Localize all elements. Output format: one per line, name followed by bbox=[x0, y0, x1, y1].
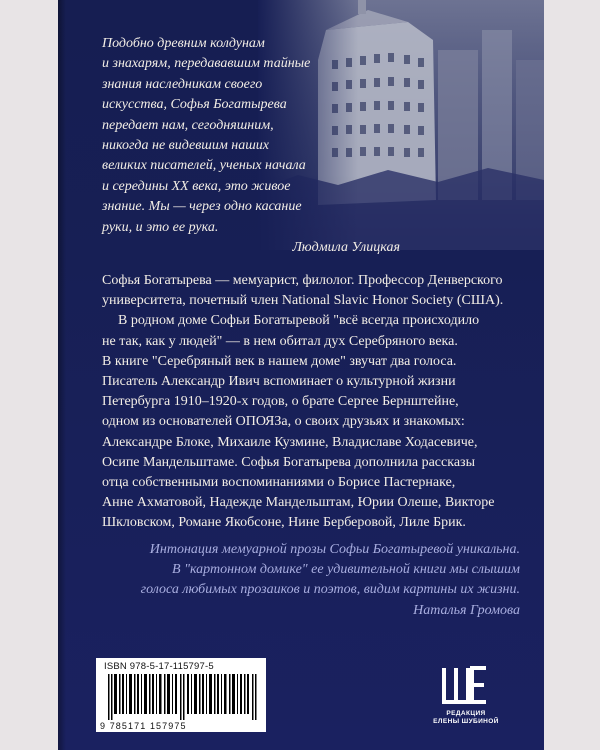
quote-line: знания наследникам своего bbox=[102, 76, 263, 92]
description-line: Осипе Мандельштаме. Софья Богатырева дополнила рассказы bbox=[102, 454, 475, 470]
quote-author: Наталья Громова bbox=[413, 602, 520, 618]
quote-line: знание. Мы — через одно касание bbox=[102, 199, 302, 215]
description-line: В родном доме Софьи Богатыревой "всё всегда происходило bbox=[118, 313, 480, 329]
description-line: Александре Блоке, Михаиле Кузмине, Владиславе Ходасевиче, bbox=[102, 434, 478, 450]
quote-line: голоса любимых прозаиков и поэтов, видим картины их жизни. bbox=[140, 582, 520, 598]
book-back-cover bbox=[58, 0, 544, 750]
quote-gromova bbox=[102, 540, 520, 621]
quote-ulitskaya bbox=[102, 34, 402, 258]
quote-line: и середины XX века, это живое bbox=[102, 178, 291, 194]
description-line: Писатель Александр Ивич вспоминает о культурной жизни bbox=[102, 374, 456, 390]
description-line: одном из основателей ОПОЯЗа, о своих друзьях и знакомых: bbox=[102, 414, 465, 430]
book-description bbox=[102, 271, 512, 534]
publisher-name bbox=[418, 710, 514, 725]
isbn-label: ISBN 978-5-17-115797-5 bbox=[104, 661, 214, 672]
quote-line: и знахарям, передававшим тайные bbox=[102, 56, 311, 72]
description-line: не так, как у людей" — в нем обитал дух Серебряного века. bbox=[102, 333, 458, 349]
description-line: Анне Ахматовой, Надежде Мандельштам, Юрии Олеше, Викторе bbox=[102, 495, 495, 511]
quote-line: руки, и это ее рука. bbox=[102, 219, 219, 235]
quote-line: великих писателей, ученых начала bbox=[102, 158, 306, 174]
quote-line: искусства, Софья Богатырева bbox=[102, 97, 287, 113]
publisher-line1: РЕДАКЦИЯ bbox=[446, 710, 486, 717]
quote-line: Подобно древним колдунам bbox=[102, 36, 265, 51]
description-line: Шкловском, Романе Якобсоне, Нине Берберовой, Лиле Брик. bbox=[102, 515, 466, 531]
barcode bbox=[96, 658, 266, 732]
quote-line: передает нам, сегодняшним, bbox=[102, 117, 274, 133]
quote-author: Людмила Улицкая bbox=[292, 240, 400, 256]
barcode-bars bbox=[108, 674, 258, 720]
spine-shadow bbox=[58, 0, 66, 750]
description-line: университета, почетный член National Slavic Honor Society (США). bbox=[102, 293, 504, 309]
publisher-line2: ЕЛЕНЫ ШУБИНОЙ bbox=[433, 717, 499, 725]
quote-line: В "картонном домике" ее удивительной книги мы слышим bbox=[172, 562, 520, 578]
description-line: В книге "Серебряный век в нашем доме" звучат два голоса. bbox=[102, 353, 457, 369]
barcode-number: 9 785171 157975 bbox=[100, 721, 187, 731]
description-line: Софья Богатырева — мемуарист, филолог. Профессор Денверского bbox=[102, 273, 503, 288]
quote-line: Интонация мемуарной прозы Софьи Богатыревой уникальна. bbox=[149, 542, 520, 557]
description-line: отца собственными воспоминаниями о Борисе Пастернаке, bbox=[102, 475, 456, 491]
quote-line: никогда не видевшим наших bbox=[102, 138, 270, 154]
description-line: Петербурга 1910–1920-х годов, о брате Сергее Бернштейне, bbox=[102, 394, 459, 410]
